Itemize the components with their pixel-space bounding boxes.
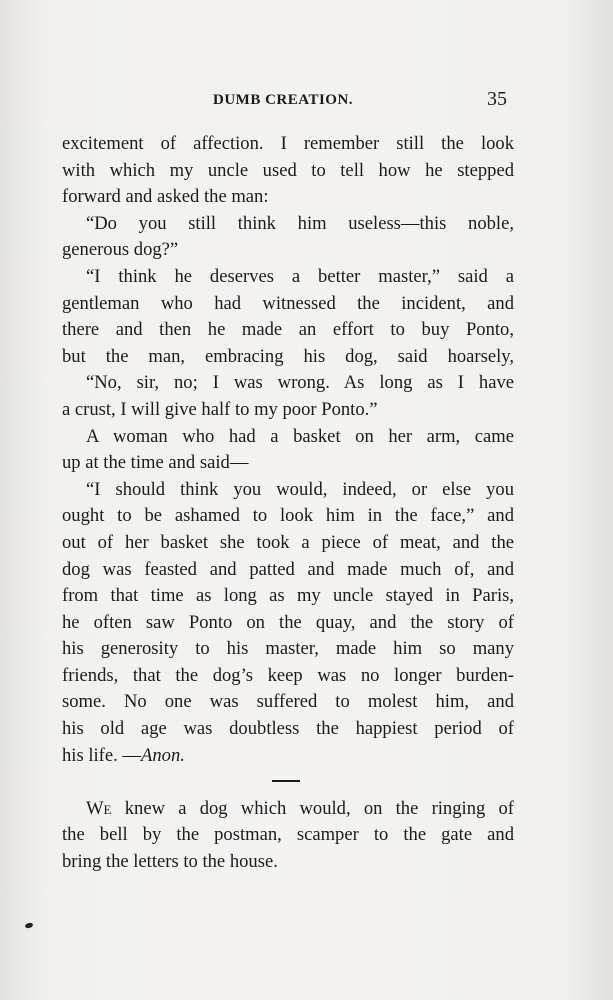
text-line: forward and asked the man:	[62, 186, 269, 208]
text-line: ought to be ashamed to look him in the face,” and	[62, 505, 514, 527]
text-line: excitement of affection. I remember still the look	[62, 133, 514, 154]
text-line: with which my uncle used to tell how he stepped	[62, 159, 514, 181]
text-line: his old age was doubtless the happiest period of	[62, 718, 514, 740]
text-line: he often saw Ponto on the quay, and the story of	[62, 611, 514, 633]
text-line: “No, sir, no; I was wrong. As long as I have	[86, 372, 514, 394]
text-fragment: knew a dog which would, on the ringing of	[111, 797, 514, 819]
text-line: but the man, embracing his dog, said hoarsely,	[62, 345, 514, 367]
text-line: dog was feasted and patted and made much of, and	[62, 558, 514, 580]
section-divider	[62, 769, 514, 796]
text-line: from that time as long as my uncle stayed in Paris,	[62, 585, 514, 607]
closing-text: his life. —	[62, 744, 142, 766]
text-line: A woman who had a basket on her arm, came	[86, 425, 514, 447]
text-line: there and then he made an effort to buy Ponto,	[62, 319, 514, 341]
text-line: a crust, I will give half to my poor Ponto.”	[62, 398, 378, 420]
text-line: his generosity to his master, made him so many	[62, 638, 514, 660]
text-line: the bell by the postman, scamper to the gate and	[62, 824, 514, 846]
body-text	[62, 131, 514, 876]
author-signature: Anon.	[141, 744, 185, 766]
text-line: generous dog?”	[62, 239, 179, 261]
text-line: “Do you still think him useless—this noble,	[86, 212, 514, 234]
drop-word: We	[86, 797, 112, 819]
text-line: “I think he deserves a better master,” said a	[86, 265, 514, 287]
text-line	[62, 796, 514, 823]
running-head: DUMB CREATION.	[213, 92, 354, 108]
text-line: up at the time and said—	[62, 452, 249, 474]
text-line: friends, that the dog’s keep was no longer burden-	[62, 664, 514, 686]
text-line: some. No one was suffered to molest him, and	[62, 691, 514, 713]
text-line: gentleman who had witnessed the incident, and	[62, 292, 514, 314]
text-line: bring the letters to the house.	[62, 851, 278, 873]
divider-rule	[272, 780, 300, 782]
text-line: “I should think you would, indeed, or else you	[86, 478, 514, 500]
text-line-last	[62, 743, 514, 770]
page-number: 35	[487, 88, 507, 110]
ink-mark	[24, 922, 33, 929]
text-line: out of her basket she took a piece of meat, and the	[62, 531, 514, 553]
